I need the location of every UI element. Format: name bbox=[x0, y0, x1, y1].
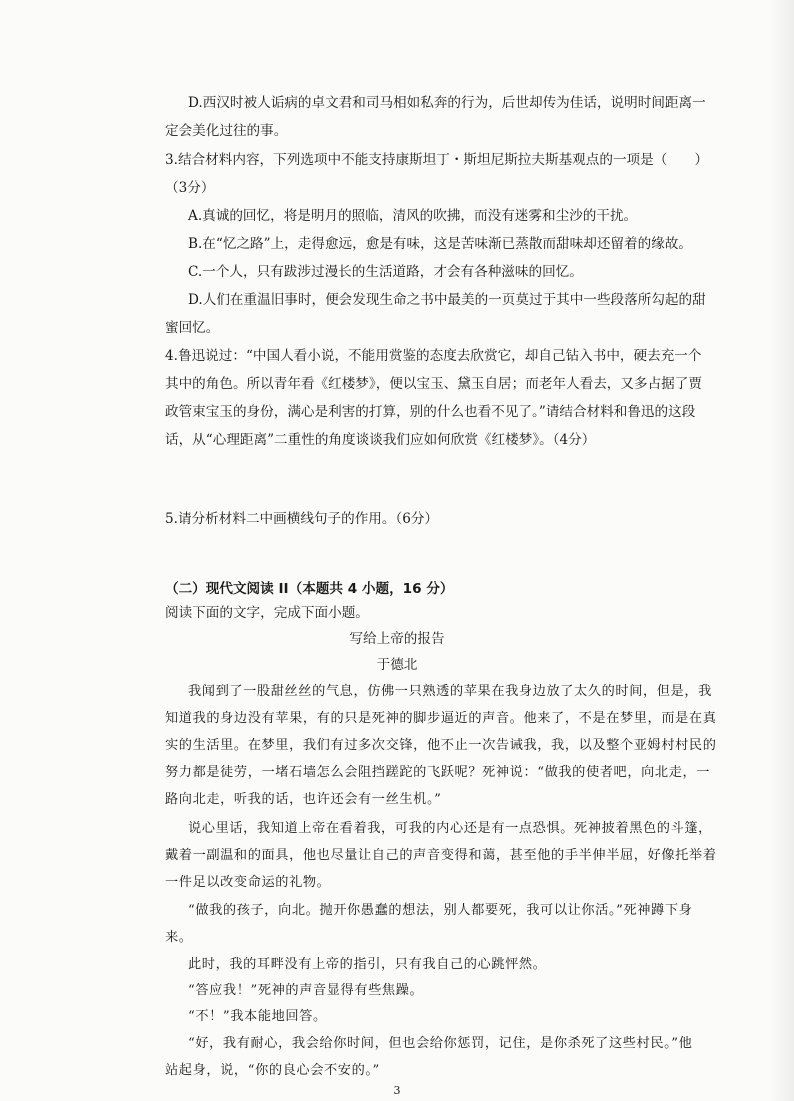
scan-edge-shadow bbox=[768, 0, 794, 1101]
story-title: 写给上帝的报告 bbox=[349, 631, 445, 647]
option-d-line-1: D.西汉时被人诟病的卓文君和司马相如私奔的行为，后世却传为佳话，说明时间距离一 bbox=[188, 95, 706, 111]
question-4-line-2: 其中的角色。所以青年看《红楼梦》，便以宝玉、黛玉自居；而老年人看去，又多占据了贾 bbox=[165, 376, 702, 392]
story-line: “好，我有耐心，我会给你时间，但也会给你惩罚，记住，是你杀死了这些村民。”他 bbox=[188, 1036, 693, 1051]
story-line: 努力都是徒劳，一堵石墙怎么会阻挡蹉跎的飞跃呢？死神说：“做我的使者吧，向北走，一 bbox=[165, 765, 711, 780]
question-5: 5.请分析材料二中画横线句子的作用。（6分） bbox=[165, 511, 439, 527]
question-4-line-1: 4.鲁迅说过：“中国人看小说，不能用赏鉴的态度去欣赏它，却自己钻入书中，硬去充一个 bbox=[165, 348, 702, 364]
page-number: 3 bbox=[393, 1084, 401, 1097]
story-line: “不！”我本能地回答。 bbox=[188, 1009, 327, 1024]
story-line: 一件足以改变命运的礼物。 bbox=[165, 875, 331, 890]
instruction: 阅读下面的文字，完成下面小题。 bbox=[165, 605, 369, 621]
story-line: 实的生活里。在梦里，我们有过多次交锋，他不止一次告诫我，我，以及整个亚姆村村民的 bbox=[165, 738, 717, 753]
story-line: 说心里话，我知道上帝在看着我，可我的内心还是有一点恐惧。死神披着黑色的斗篷， bbox=[188, 821, 712, 836]
question-3-option-a: A.真诚的回忆，将是明月的照临，清风的吹拂，而没有迷雾和尘沙的干扰。 bbox=[188, 208, 638, 224]
story-line: 戴着一副温和的面具，他也尽量让自己的声音变得和蔼，甚至他的手半伸半屈，好像托举着 bbox=[165, 848, 717, 863]
question-3-line-1: 3.结合材料内容，下列选项中不能支持康斯坦丁・斯坦尼斯拉夫斯基观点的一项是（ ） bbox=[165, 152, 709, 168]
question-3-option-b: B.在“忆之路”上，走得愈远，愈是有味，这是苦味渐已蒸散而甜味却还留着的缘故。 bbox=[188, 236, 692, 252]
story-line: 路向北走，听我的话，也许还会有一丝生机。” bbox=[165, 792, 442, 807]
question-4-line-3: 政管束宝玉的身份，满心是利害的打算，别的什么也看不见了。”请结合材料和鲁迅的这段 bbox=[165, 404, 696, 420]
section-heading: （二）现代文阅读 II（本题共 4 小题，16 分） bbox=[165, 581, 454, 597]
story-line: 此时，我的耳畔没有上帝的指引，只有我自己的心跳怦然。 bbox=[188, 957, 547, 972]
story-line: 来。 bbox=[165, 930, 193, 945]
question-4-line-4: 话，从“心理距离”二重性的角度谈谈我们应如何欣赏《红楼梦》。（4分） bbox=[165, 432, 596, 448]
story-line: 站起身，说，“你的良心会不安的。” bbox=[165, 1063, 380, 1078]
story-line: “答应我！”死神的声音显得有些焦躁。 bbox=[188, 983, 424, 998]
question-3-option-d-line-1: D.人们在重温旧事时，便会发现生命之书中最美的一页莫过于其中一些段落所勾起的甜 bbox=[188, 292, 706, 308]
question-3-option-d-line-2: 蜜回忆。 bbox=[165, 320, 220, 336]
story-author: 于德北 bbox=[376, 657, 418, 673]
story-line: 我闻到了一股甜丝丝的气息，仿佛一只熟透的苹果在我身边放了太久的时间，但是，我 bbox=[188, 684, 712, 699]
story-line: 知道我的身边没有苹果，有的只是死神的脚步逼近的声音。他来了，不是在梦里，而是在真 bbox=[165, 711, 717, 726]
question-3-option-c: C.一个人，只有跋涉过漫长的生活道路，才会有各种滋味的回忆。 bbox=[188, 264, 583, 280]
story-line: “做我的孩子，向北。抛开你愚蠢的想法，别人都要死，我可以让你活。”死神蹲下身 bbox=[188, 903, 693, 918]
question-3-score: （3分） bbox=[165, 180, 215, 196]
option-d-line-2: 定会美化过往的事。 bbox=[165, 123, 288, 139]
